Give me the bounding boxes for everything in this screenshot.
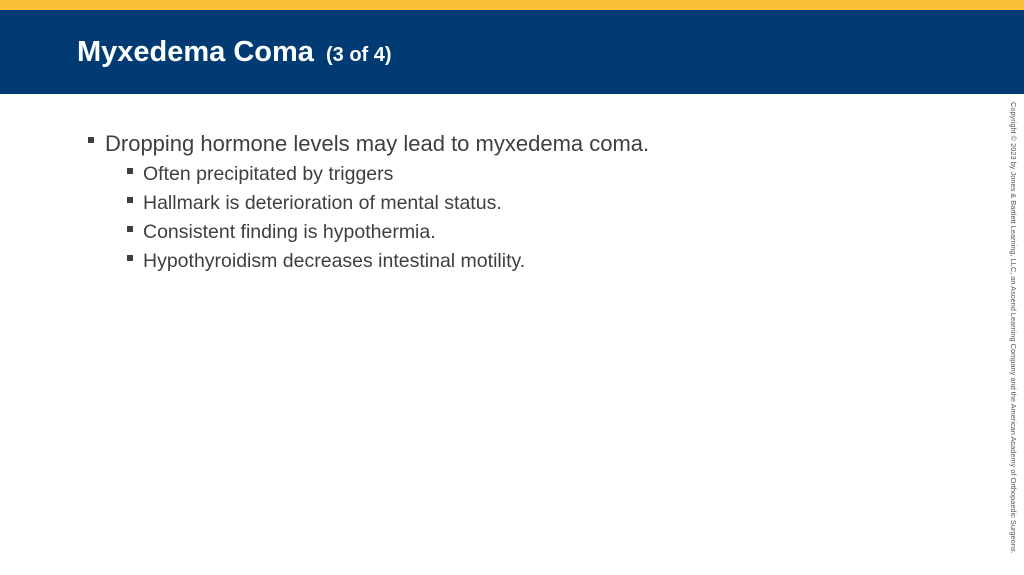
- sub-bullet: [143, 162, 393, 186]
- square-bullet-icon: [127, 197, 133, 203]
- sub-bullet: [143, 220, 436, 244]
- square-bullet-icon: [127, 168, 133, 174]
- sub-bullet: [143, 191, 502, 215]
- square-bullet-icon: [127, 226, 133, 232]
- square-bullet-icon: [127, 255, 133, 261]
- slide-title-text: Myxedema Coma: [77, 36, 314, 68]
- sub-bullet: [143, 249, 525, 273]
- slide-title-counter: (3 of 4): [326, 44, 392, 66]
- sub-bullet-text: Consistent finding is hypothermia.: [143, 221, 436, 243]
- sub-bullet-text: Hypothyroidism decreases intestinal motility.: [143, 250, 526, 272]
- bullet-level-1: [105, 130, 649, 158]
- sub-bullet-text: Hallmark is deterioration of mental status.: [143, 192, 502, 214]
- copyright-notice: Copyright © 2023 by Jones & Bartlett Learning, LLC, an Ascend Learning Company and the American Academy of Orthopaedic Surgeons.: [1009, 102, 1018, 554]
- sub-bullet-text: Often precipitated by triggers: [143, 163, 394, 185]
- square-bullet-icon: [88, 137, 94, 143]
- bullet-text: Dropping hormone levels may lead to myxedema coma.: [105, 131, 650, 156]
